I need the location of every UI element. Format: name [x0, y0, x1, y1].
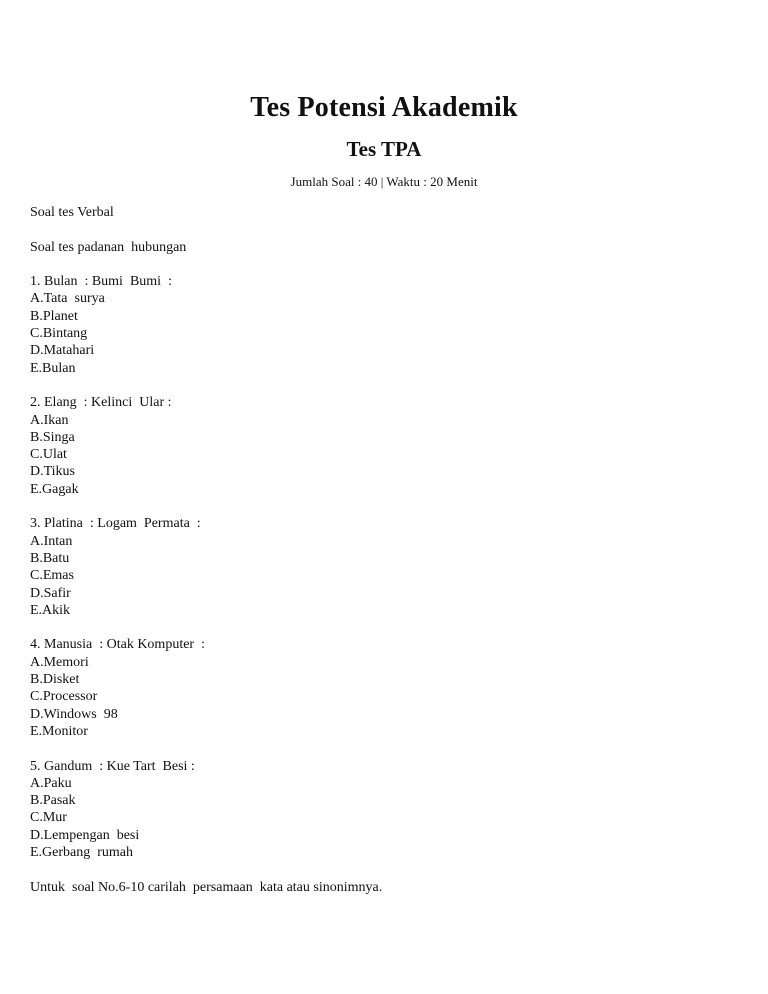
answer-option: C.Ulat [30, 447, 67, 463]
answer-option: B.Singa [30, 429, 75, 445]
answer-option: B.Disket [30, 672, 80, 688]
answer-option: A.Paku [30, 775, 72, 791]
question-3 [30, 515, 750, 619]
answer-option: B.Batu [30, 550, 70, 566]
question-5 [30, 758, 750, 862]
title-text: Tes Potensi Akademik [250, 92, 518, 123]
question-prompt: 4. Manusia : Otak Komputer : [30, 637, 205, 653]
answer-option: D.Matahari [30, 343, 95, 359]
answer-option: E.Gerbang rumah [30, 844, 134, 860]
answer-option: E.Bulan [30, 360, 76, 376]
page-title [0, 92, 768, 124]
answer-option: A.Tata surya [30, 291, 105, 307]
page-subtitle [0, 137, 768, 162]
answer-option: C.Mur [30, 810, 67, 826]
answer-option: D.Tikus [30, 464, 76, 480]
section-heading: Soal tes Verbal [30, 205, 114, 220]
answer-option: D.Safir [30, 585, 71, 601]
section-subheading: Soal tes padanan hubungan [30, 239, 187, 255]
answer-option: C.Emas [30, 568, 74, 584]
question-prompt: 2. Elang : Kelinci Ular : [30, 395, 172, 411]
question-4 [30, 636, 750, 740]
question-2 [30, 394, 750, 498]
test-info-text: Jumlah Soal : 40 | Waktu : 20 Menit [290, 174, 478, 189]
question-1 [30, 273, 750, 377]
answer-option: C.Bintang [30, 326, 88, 342]
answer-option: D.Lempengan besi [30, 827, 140, 843]
subtitle-text: Tes TPA [346, 137, 422, 161]
instruction-note: Untuk soal No.6-10 carilah persamaan kata atau sinonimnya. [30, 879, 383, 895]
answer-option: A.Intan [30, 533, 73, 549]
answer-option: B.Pasak [30, 793, 76, 809]
answer-option: A.Memori [30, 654, 89, 670]
question-prompt: 3. Platina : Logam Permata : [30, 516, 201, 532]
answer-option: E.Monitor [30, 723, 88, 739]
document-body [30, 204, 750, 896]
answer-option: E.Akik [30, 602, 71, 618]
answer-option: B.Planet [30, 308, 78, 324]
answer-option: C.Processor [30, 689, 98, 705]
test-info [0, 174, 768, 190]
question-prompt: 1. Bulan : Bumi Bumi : [30, 274, 172, 290]
answer-option: A.Ikan [30, 412, 69, 428]
answer-option: D.Windows 98 [30, 706, 118, 722]
question-prompt: 5. Gandum : Kue Tart Besi : [30, 758, 195, 774]
answer-option: E.Gagak [30, 481, 79, 497]
